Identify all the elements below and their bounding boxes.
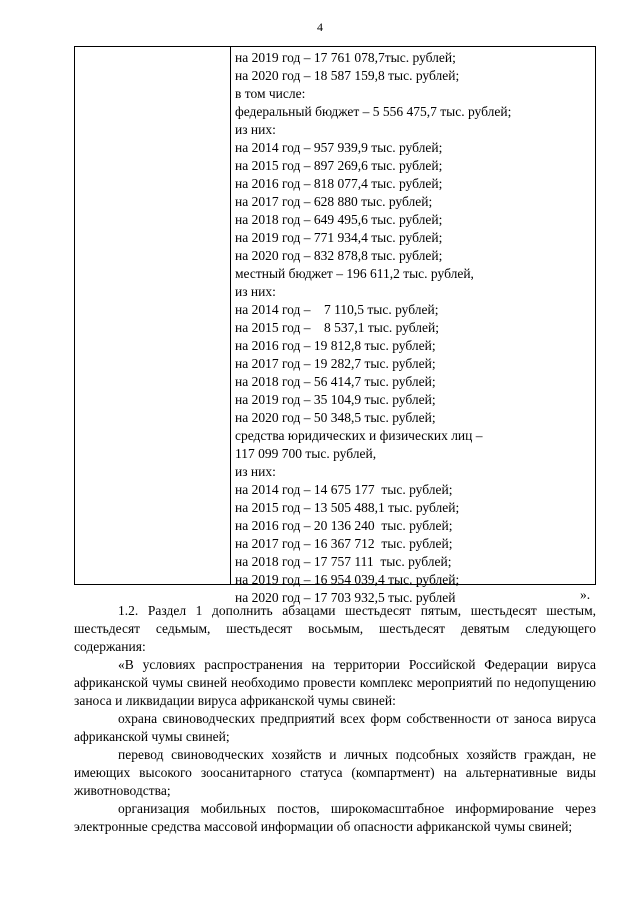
table-line: на 2019 год – 35 104,9 тыс. рублей;: [235, 392, 436, 407]
table-line: на 2019 год – 17 761 078,7тыс. рублей;: [235, 50, 456, 65]
table-line: на 2020 год – 17 703 932,5 тыс. рублей: [235, 590, 456, 605]
table-line: на 2017 год – 16 367 712 тыс. рублей;: [235, 536, 453, 551]
table-line: на 2015 год – 8 537,1 тыс. рублей;: [235, 320, 439, 335]
table-line: на 2015 год – 897 269,6 тыс. рублей;: [235, 158, 443, 173]
table-line: на 2019 год – 16 954 039,4 тыс. рублей;: [235, 572, 460, 587]
table-line: на 2016 год – 818 077,4 тыс. рублей;: [235, 176, 443, 191]
table-line: на 2014 год – 14 675 177 тыс. рублей;: [235, 482, 453, 497]
table-line: средства юридических и физических лиц –: [235, 428, 483, 443]
closing-quote: ».: [580, 587, 591, 602]
table-line: в том числе:: [235, 86, 306, 101]
table-line: на 2018 год – 17 757 111 тыс. рублей;: [235, 554, 452, 569]
column-divider: [230, 47, 231, 584]
table-line: на 2018 год – 649 495,6 тыс. рублей;: [235, 212, 443, 227]
table-line: из них:: [235, 284, 276, 299]
body-text: [74, 602, 596, 836]
table-line: на 2020 год – 50 348,5 тыс. рублей;: [235, 410, 436, 425]
table-line: на 2017 год – 628 880 тыс. рублей;: [235, 194, 433, 209]
table-line: на 2017 год – 19 282,7 тыс. рублей;: [235, 356, 436, 371]
table-line: из них:: [235, 464, 276, 479]
table-line: на 2015 год – 13 505 488,1 тыс. рублей;: [235, 500, 460, 515]
table-line: на 2016 год – 19 812,8 тыс. рублей;: [235, 338, 436, 353]
table-line: на 2014 год – 7 110,5 тыс. рублей;: [235, 302, 439, 317]
funding-cell: [235, 49, 591, 607]
table-line: местный бюджет – 196 611,2 тыс. рублей,: [235, 266, 474, 281]
paragraph: охрана свиноводческих предприятий всех форм собственности от заноса вируса африканской чумы свиней;: [74, 711, 596, 744]
table-line: на 2014 год – 957 939,9 тыс. рублей;: [235, 140, 443, 155]
paragraph: организация мобильных постов, широкомасштабное информирование через электронные средства массовой информации об опасности африканской чумы свиней;: [74, 801, 596, 834]
paragraph: 1.2. Раздел 1 дополнить абзацами шестьдесят пятым, шестьдесят шестым, шестьдесят седьмым, шестьдесят восьмым, шестьдесят девятым следующего содержания:: [74, 603, 596, 654]
paragraph: перевод свиноводческих хозяйств и личных подсобных хозяйств граждан, не имеющих высокого зоосанитарного статуса (компартмент) на альтернативные виды животноводства;: [74, 747, 596, 798]
page-number: 4: [317, 20, 323, 34]
table-line: из них:: [235, 122, 276, 137]
table-line: на 2019 год – 771 934,4 тыс. рублей;: [235, 230, 443, 245]
table-line: на 2018 год – 56 414,7 тыс. рублей;: [235, 374, 436, 389]
table-line: на 2020 год – 832 878,8 тыс. рублей;: [235, 248, 443, 263]
table-line: федеральный бюджет – 5 556 475,7 тыс. рублей;: [235, 104, 512, 119]
table-line: на 2020 год – 18 587 159,8 тыс. рублей;: [235, 68, 460, 83]
paragraph: «В условиях распространения на территории Российской Федерации вируса африканской чумы свиней необходимо провести комплекс мероприятий по недопущению заноса и ликвидации вируса африканской чумы свиней:: [74, 657, 596, 708]
table-line: на 2016 год – 20 136 240 тыс. рублей;: [235, 518, 453, 533]
table-line: 117 099 700 тыс. рублей,: [235, 446, 377, 461]
funding-table: [74, 46, 596, 605]
